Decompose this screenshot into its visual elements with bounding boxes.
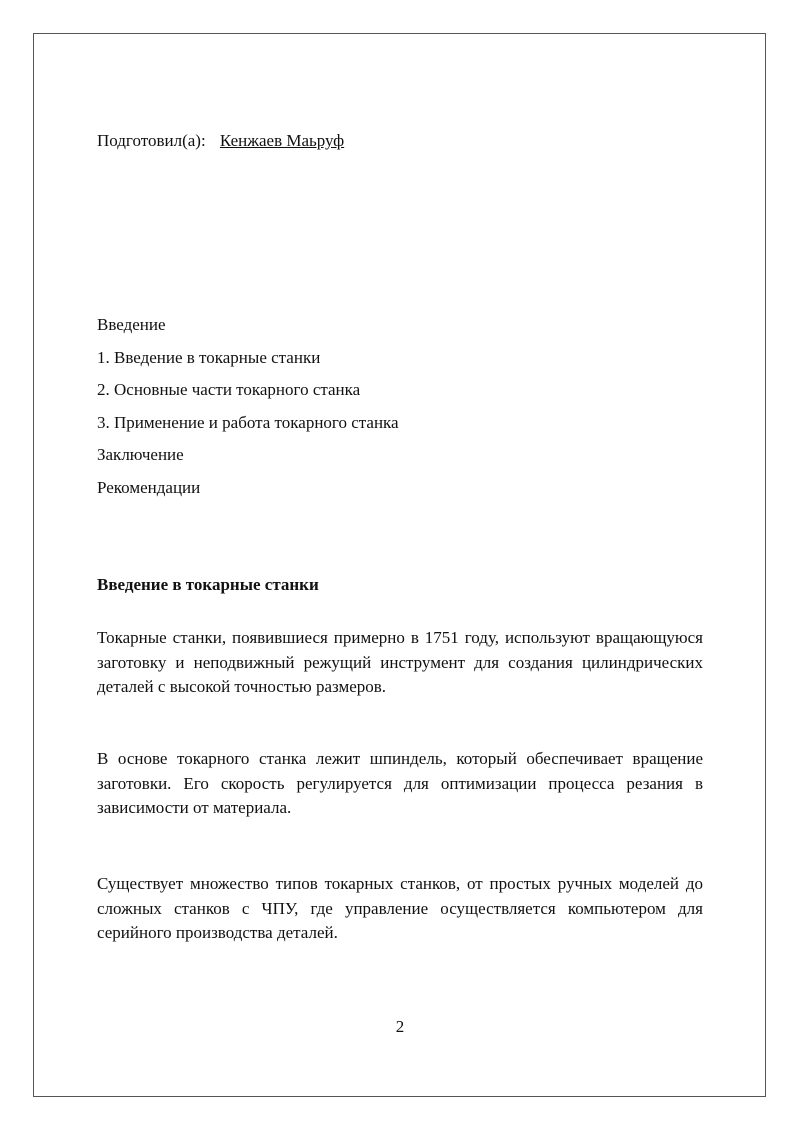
body-paragraph: Существует множество типов токарных станков, от простых ручных моделей до сложных станков с ЧПУ, где управление осуществляется компьютером для серийного производства деталей. (97, 874, 703, 942)
section-heading: Введение в токарные станки (97, 575, 319, 594)
author-name: Кенжаев Маьруф (219, 131, 345, 150)
table-of-contents (97, 314, 399, 510)
toc-item: 2. Основные части токарного станка (97, 380, 361, 400)
toc-item: Заключение (97, 445, 184, 465)
page-number: 2 (395, 1017, 405, 1036)
toc-item: 3. Применение и работа токарного станка (97, 412, 399, 432)
toc-item: Рекомендации (97, 477, 201, 497)
toc-item: Введение (97, 315, 166, 334)
body-paragraph: В основе токарного станка лежит шпиндель, который обеспечивает вращение заготовки. Его скорость регулируется для оптимизации процесса резания в зависимости от материала. (97, 749, 703, 817)
prepared-by-line (97, 130, 344, 152)
body-paragraph: Токарные станки, появившиеся примерно в 1751 году, используют вращающуюся заготовку и неподвижный режущий инструмент для создания цилиндрических деталей с высокой точностью размеров. (97, 628, 703, 696)
toc-item: 1. Введение в токарные станки (97, 347, 321, 367)
prepared-by-label: Подготовил(а): (97, 131, 206, 150)
